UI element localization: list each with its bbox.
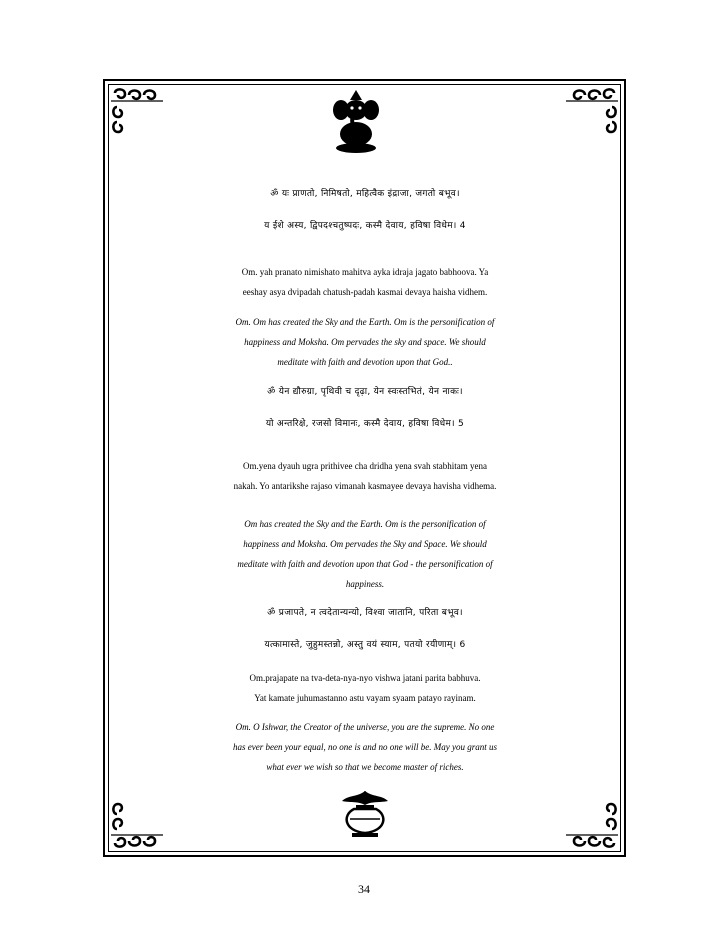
verse-5-transliteration (100, 456, 630, 496)
transliteration-line: eeshay asya dvipadah chatush-padah kasmai devaya haisha vidhem. (242, 287, 488, 297)
verse-4-sanskrit (100, 178, 630, 242)
kalash-icon (334, 787, 396, 839)
corner-ornament-icon (109, 799, 169, 851)
page-number: 34 (358, 882, 370, 896)
translation-line: meditate with faith and devotion upon that God.. (277, 357, 453, 367)
transliteration-line: Yat kamate juhumastanno astu vayam syaam patayo rayinam. (254, 693, 476, 703)
corner-ornament-icon (109, 85, 169, 137)
translation-line: has ever been your equal, no one is and no one will be. May you grant us (233, 742, 497, 752)
verse-4-transliteration (100, 262, 630, 302)
translation-line: Om. O Ishwar, the Creator of the universe, you are the supreme. No one (235, 722, 495, 732)
translation-line: meditate with faith and devotion upon that God - the personification of (237, 559, 493, 569)
transliteration-line: nakah. Yo antarikshe rajaso vimanah kasmayee devaya havisha vidhema. (233, 481, 497, 491)
transliteration-line: Om. yah pranato nimishato mahitva ayka idraja jagato babhoova. Ya (241, 267, 489, 277)
verse-5-sanskrit (100, 376, 630, 440)
ganesha-icon (331, 88, 381, 154)
verse-line: ॐ येन द्यौरुग्रा, पृथिवी च दृढ़ा, येन स्वःस्तभितं, येन नाकः। (267, 387, 463, 397)
translation-line: Om. Om has created the Sky and the Earth. Om is the personification of (235, 317, 495, 327)
corner-ornament-icon (560, 85, 620, 137)
verse-6-translation (100, 717, 630, 777)
translation-line: happiness. (345, 579, 385, 589)
verse-line: ॐ यः प्राणतो, निमिषतो, महित्वैक इंद्राजा, जगतो बभूव। (270, 189, 460, 199)
verse-line: ॐ प्रजापते, न त्वदेतान्यन्यो, विश्वा जातानि, परिता बभूव। (267, 608, 463, 618)
transliteration-line: Om.prajapate na tva-deta-nya-nyo vishwa jatani parita babhuva. (249, 673, 481, 683)
verse-4-translation (100, 312, 630, 372)
corner-ornament-icon (560, 799, 620, 851)
translation-line: Om has created the Sky and the Earth. Om is the personification of (244, 519, 486, 529)
translation-line: happiness and Moksha. Om pervades the Sky and Space. We should (243, 539, 487, 549)
translation-line: happiness and Moksha. Om pervades the sky and space. We should (244, 337, 486, 347)
verse-6-sanskrit (100, 597, 630, 661)
verse-line: य ईशे अस्य, द्विपदश्चतुष्पदः, कस्मै देवाय, हविषा विधेम। 4 (264, 221, 466, 231)
verse-5-translation (100, 514, 630, 594)
transliteration-line: Om.yena dyauh ugra prithivee cha dridha yena svah stabhitam yena (243, 461, 487, 471)
translation-line: what ever we wish so that we become master of riches. (266, 762, 464, 772)
verse-line: यो अन्तरिक्षे, रजसो विमानः, कस्मै देवाय, हविषा विधेम। 5 (265, 419, 465, 429)
verse-6-transliteration (100, 668, 630, 708)
verse-line: यत्कामास्ते, जुहुमस्तन्नो, अस्तु वयं स्याम, पतयो रयीणाम्। 6 (264, 640, 466, 650)
